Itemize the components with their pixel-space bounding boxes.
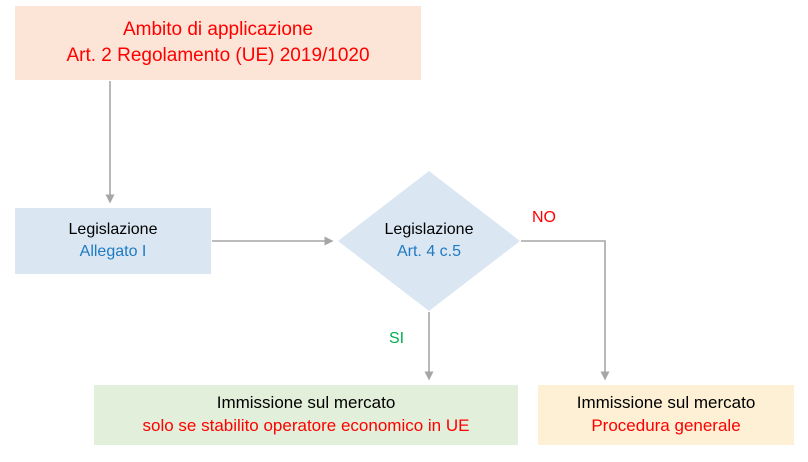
- annex-legislation-node: [15, 208, 211, 274]
- decision-node-label: [338, 171, 520, 311]
- yellow-node-line2: Procedura generale: [591, 416, 741, 435]
- scope-node-line2: Art. 2 Regolamento (UE) 2019/1020: [66, 45, 370, 66]
- edge-label-no: NO: [532, 209, 556, 226]
- green-node-line2: solo se stabilito operatore economico in UE: [142, 416, 470, 435]
- market-placement-eu-operator-node: [94, 385, 518, 445]
- decision-node-line1: Legislazione: [384, 221, 474, 239]
- annex-legislation-line2: Allegato I: [79, 243, 147, 260]
- annex-legislation-line1: Legislazione: [68, 221, 158, 239]
- scope-node: [15, 6, 421, 80]
- decision-node: [338, 171, 520, 311]
- green-node-line1: Immissione sul mercato: [216, 393, 396, 413]
- yellow-node-line1: Immissione sul mercato: [576, 393, 756, 413]
- scope-node-line1: Ambito di applicazione: [122, 19, 314, 41]
- decision-node-line2: Art. 4 c.5: [396, 243, 462, 260]
- edge-label-si: SI: [389, 330, 405, 347]
- market-placement-general-procedure-node: [538, 385, 794, 445]
